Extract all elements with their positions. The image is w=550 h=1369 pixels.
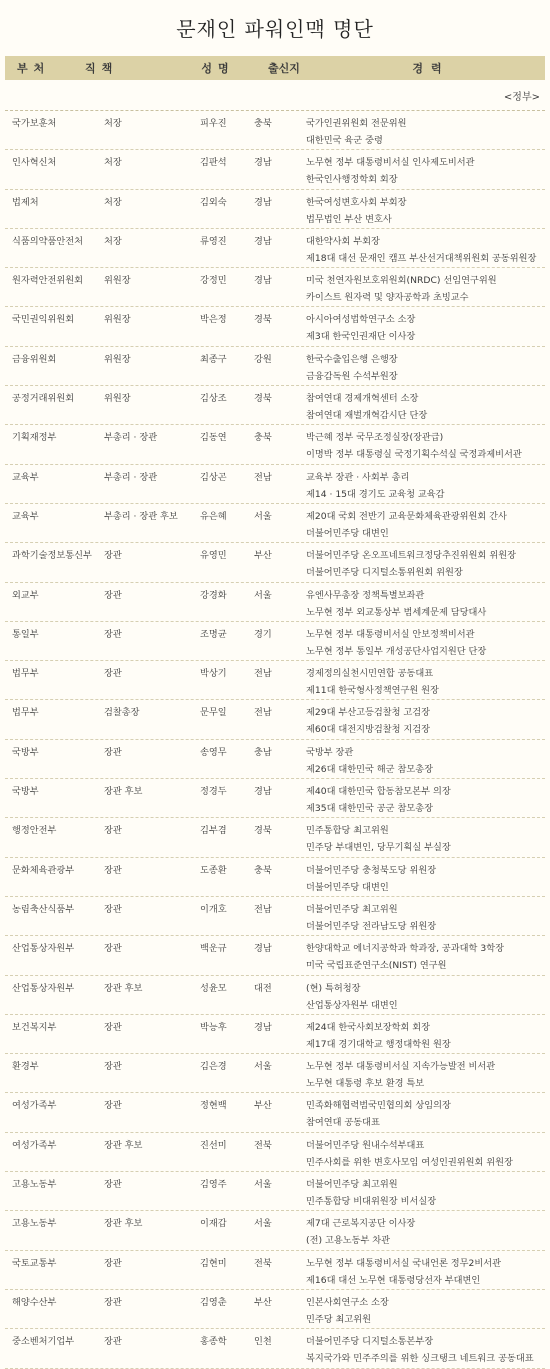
career-line: 제14 · 15대 경기도 교육청 교육감 [306, 488, 445, 500]
role-cell: 위원장 [104, 314, 131, 326]
name-cell: 이재갑 [200, 1218, 227, 1230]
name-cell: 김영춘 [200, 1296, 227, 1308]
role-cell: 장관 [104, 943, 122, 955]
career-cell [306, 307, 545, 345]
career-cell [306, 1329, 545, 1367]
career-line: 제20대 국회 전반기 교육문화체육관광위원회 간사 [306, 510, 507, 522]
career-cell [306, 1015, 545, 1053]
origin-cell: 경기 [254, 628, 272, 640]
table-row [5, 976, 545, 1015]
role-cell: 부총리 · 장관 [104, 471, 158, 483]
table-row [5, 622, 545, 661]
role-cell: 장관 후보 [104, 1218, 143, 1230]
name-cell: 조명균 [200, 628, 227, 640]
name-cell: 송영무 [200, 746, 227, 758]
dept-cell: 법무부 [12, 668, 39, 680]
dept-cell: 외교부 [12, 589, 39, 601]
role-cell: 장관 [104, 746, 122, 758]
name-cell: 김상조 [200, 393, 227, 405]
origin-cell: 경남 [254, 943, 272, 955]
career-line: 미국 천연자원보호위원회(NRDC) 선임연구위원 [306, 275, 497, 287]
career-cell [306, 661, 545, 699]
career-line: 한국인사행정학회 회장 [306, 174, 398, 186]
career-line: 제35대 대한민국 공군 참모총장 [306, 803, 433, 815]
role-cell: 위원장 [104, 275, 131, 287]
career-line: 제29대 부산고등검찰청 고검장 [306, 707, 431, 719]
career-line: 인본사회연구소 소장 [306, 1296, 389, 1308]
dept-cell: 여성가족부 [12, 1100, 57, 1112]
role-cell: 부총리 · 장관 [104, 432, 158, 444]
career-line: 참여연대 경제개혁센터 소장 [306, 393, 419, 405]
origin-cell: 전남 [254, 903, 272, 915]
career-line: 노무현 정부 대통령비서실 인사제도비서관 [306, 157, 475, 169]
role-cell: 장관 후보 [104, 982, 143, 994]
career-line: 더불어민주당 디지털소통위원회 위원장 [306, 567, 463, 579]
dept-cell: 식품의약품안전처 [12, 235, 84, 247]
dept-cell: 통일부 [12, 628, 39, 640]
origin-cell: 전남 [254, 471, 272, 483]
table-row [5, 150, 545, 189]
origin-cell: 전남 [254, 668, 272, 680]
origin-cell: 부산 [254, 1296, 272, 1308]
career-line: 민주사회를 위한 변호사모임 여성인권위원회 위원장 [306, 1156, 513, 1168]
origin-cell: 부산 [254, 550, 272, 562]
name-cell: 유은혜 [200, 510, 227, 522]
dept-cell: 국토교통부 [12, 1257, 57, 1269]
career-line: 제60대 대전지방검찰청 지검장 [306, 724, 431, 736]
header-name: 성명 [201, 62, 235, 75]
origin-cell: 경남 [254, 275, 272, 287]
career-cell [306, 465, 545, 503]
name-cell: 김영주 [200, 1179, 227, 1191]
career-cell [306, 818, 545, 856]
dept-cell: 공정거래위원회 [12, 393, 75, 405]
table-row [5, 936, 545, 975]
career-cell [306, 936, 545, 974]
name-cell: 홍종학 [200, 1336, 227, 1348]
origin-cell: 전북 [254, 1139, 272, 1151]
origin-cell: 대전 [254, 982, 272, 994]
dept-cell: 원자력안전위원회 [12, 275, 84, 287]
role-cell: 부총리 · 장관 후보 [104, 510, 178, 522]
table-row [5, 1093, 545, 1132]
career-line: 노무현 정부 대통령비서실 안보정책비서관 [306, 628, 475, 640]
role-cell: 장관 [104, 668, 122, 680]
career-line: 제18대 대선 문재인 캠프 부산선거대책위원회 공동위원장 [306, 252, 537, 264]
table-row [5, 1054, 545, 1093]
career-line: 한국여성변호사회 부회장 [306, 196, 407, 208]
career-cell [306, 1290, 545, 1328]
origin-cell: 충북 [254, 864, 272, 876]
name-cell: 성윤모 [200, 982, 227, 994]
role-cell: 장관 [104, 1100, 122, 1112]
origin-cell: 충북 [254, 118, 272, 129]
name-cell: 도종환 [200, 864, 227, 876]
career-line: 미국 국립표준연구소(NIST) 연구원 [306, 960, 447, 972]
role-cell: 장관 [104, 1179, 122, 1191]
career-cell [306, 504, 545, 542]
career-line: 민주당 부대변인, 당무기획실 부실장 [306, 842, 451, 854]
career-line: 더불어민주당 디지털소통본부장 [306, 1336, 434, 1348]
name-cell: 이개호 [200, 903, 227, 915]
table-row [5, 1329, 545, 1368]
table-row [5, 1133, 545, 1172]
name-cell: 최종구 [200, 353, 227, 365]
origin-cell: 경남 [254, 196, 272, 208]
career-line: 박근혜 정부 국무조정실장(장관급) [306, 432, 444, 444]
career-cell [306, 779, 545, 817]
origin-cell: 충북 [254, 432, 272, 444]
dept-cell: 인사혁신처 [12, 157, 57, 169]
origin-cell: 서울 [254, 1179, 272, 1191]
header-dept: 부처 [17, 62, 51, 75]
career-line: 민족화해협력범국민협의회 상임의장 [306, 1100, 451, 1112]
career-line: 더불어민주당 원내수석부대표 [306, 1139, 425, 1151]
career-cell [306, 1172, 545, 1210]
career-cell [306, 229, 545, 267]
career-line: 더불어민주당 대변인 [306, 881, 389, 893]
origin-cell: 전남 [254, 707, 272, 719]
name-cell: 정경두 [200, 786, 227, 798]
name-cell: 김동연 [200, 432, 227, 444]
career-cell [306, 1054, 545, 1092]
career-line: 카이스트 원자력 및 양자공학과 초빙교수 [306, 292, 469, 304]
name-cell: 김현미 [200, 1257, 227, 1269]
career-line: 유엔사무총장 정책특별보좌관 [306, 589, 425, 601]
role-cell: 장관 [104, 628, 122, 640]
dept-cell: 행정안전부 [12, 825, 57, 837]
table-row [5, 1290, 545, 1329]
table-row [5, 1015, 545, 1054]
role-cell: 위원장 [104, 393, 131, 405]
name-cell: 강정민 [200, 275, 227, 287]
table-row [5, 425, 545, 464]
career-line: 한양대학교 에너지공학과 학과장, 공과대학 3학장 [306, 943, 504, 955]
role-cell: 장관 [104, 825, 122, 837]
career-line: (전) 고용노동부 차관 [306, 1235, 391, 1247]
table-row [5, 858, 545, 897]
name-cell: 김부겸 [200, 825, 227, 837]
dept-cell: 고용노동부 [12, 1218, 57, 1230]
career-line: 경제정의실천시민연합 공동대표 [306, 668, 434, 680]
name-cell: 피우진 [200, 118, 227, 129]
career-cell [306, 700, 545, 738]
table-row [5, 1211, 545, 1250]
origin-cell: 경북 [254, 825, 272, 837]
role-cell: 장관 후보 [104, 786, 143, 798]
section-label: <정부> [503, 92, 540, 103]
career-line: 더불어민주당 전라남도당 위원장 [306, 920, 437, 932]
career-line: 제11대 한국형사정책연구원 원장 [306, 685, 439, 697]
career-line: 제24대 한국사회보장학회 회장 [306, 1021, 431, 1033]
career-line: 더불어민주당 최고위원 [306, 903, 398, 915]
name-cell: 김판석 [200, 157, 227, 169]
career-cell [306, 897, 545, 935]
career-line: 법무법인 부산 변호사 [306, 213, 392, 225]
name-cell: 박능후 [200, 1021, 227, 1033]
role-cell: 장관 [104, 864, 122, 876]
role-cell: 장관 [104, 1296, 122, 1308]
table-row [5, 307, 545, 346]
career-line: 더불어민주당 충청북도당 위원장 [306, 864, 437, 876]
page-title: 문재인 파워인맥 명단 [176, 17, 374, 41]
origin-cell: 인천 [254, 1336, 272, 1348]
name-cell: 백운규 [200, 943, 227, 955]
career-cell [306, 1133, 545, 1171]
dept-cell: 기획재정부 [12, 432, 57, 444]
role-cell: 장관 [104, 903, 122, 915]
career-line: 노무현 정부 통일부 개성공단사업지원단 단장 [306, 645, 487, 657]
origin-cell: 서울 [254, 1061, 272, 1073]
origin-cell: 경북 [254, 393, 272, 405]
career-line: 금융감독원 수석부원장 [306, 370, 398, 382]
career-cell [306, 1211, 545, 1249]
table-row [5, 583, 545, 622]
career-line: 아시아여성법학연구소 소장 [306, 314, 416, 326]
career-cell [306, 1093, 545, 1131]
career-line: 더불어민주당 온오프네트워크정당추진위원회 위원장 [306, 550, 516, 562]
name-cell: 김상곤 [200, 471, 227, 483]
dept-cell: 과학기술정보통신부 [12, 550, 92, 562]
career-line: 참여연대 공동대표 [306, 1117, 380, 1129]
role-cell: 장관 후보 [104, 1139, 143, 1151]
dept-cell: 농림축산식품부 [12, 903, 75, 915]
career-line: 더불어민주당 최고위원 [306, 1179, 398, 1191]
table-row [5, 661, 545, 700]
name-cell: 진선미 [200, 1139, 227, 1151]
origin-cell: 경남 [254, 157, 272, 169]
career-line: 노무현 정부 외교통상부 범세계문제 담당대사 [306, 606, 487, 618]
dept-cell: 문화체육관광부 [12, 864, 75, 876]
dept-cell: 교육부 [12, 510, 39, 522]
career-line: 민주당 최고위원 [306, 1313, 372, 1325]
table-row [5, 543, 545, 582]
header-role: 직책 [85, 62, 119, 75]
dept-cell: 산업통상자원부 [12, 982, 75, 994]
origin-cell: 경남 [254, 235, 272, 247]
career-cell [306, 583, 545, 621]
dept-cell: 환경부 [12, 1061, 39, 1073]
career-cell [306, 386, 545, 424]
career-line: (현) 특허청장 [306, 982, 361, 994]
career-cell [306, 543, 545, 581]
name-cell: 박은정 [200, 314, 227, 326]
career-line: 국방부 장관 [306, 746, 354, 758]
dept-cell: 해양수산부 [12, 1296, 57, 1308]
table-row [5, 465, 545, 504]
career-line: 국가인권위원회 전문위원 [306, 118, 407, 129]
career-line: 산업통상자원부 대변인 [306, 999, 398, 1011]
career-line: 한국수출입은행 은행장 [306, 353, 398, 365]
career-cell [306, 347, 545, 385]
role-cell: 처장 [104, 196, 122, 208]
table-row [5, 347, 545, 386]
career-line: 교육부 장관 · 사회부 총리 [306, 471, 410, 483]
table-row [5, 229, 545, 268]
career-line: 제26대 대한민국 해군 참모총장 [306, 763, 433, 775]
name-cell: 정현백 [200, 1100, 227, 1112]
dept-cell: 국가보훈처 [12, 118, 57, 129]
dept-cell: 교육부 [12, 471, 39, 483]
career-line: 대한민국 육군 중령 [306, 135, 383, 146]
table-row [5, 740, 545, 779]
table-row [5, 190, 545, 229]
career-line: 복지국가와 민주주의를 위한 싱크탱크 네트워크 공동대표 [306, 1353, 534, 1365]
table-row [5, 504, 545, 543]
career-cell [306, 622, 545, 660]
dept-cell: 금융위원회 [12, 353, 57, 365]
origin-cell: 서울 [254, 510, 272, 522]
career-line: 노무현 정부 대통령비서실 지속가능발전 비서관 [306, 1061, 496, 1073]
role-cell: 장관 [104, 1336, 122, 1348]
career-line: 민주통합당 비대위원장 비서실장 [306, 1196, 437, 1208]
origin-cell: 서울 [254, 589, 272, 601]
origin-cell: 서울 [254, 1218, 272, 1230]
dept-cell: 법제처 [12, 196, 39, 208]
career-line: 참여연대 재벌개혁감시단 단장 [306, 410, 428, 422]
dept-cell: 법무부 [12, 707, 39, 719]
origin-cell: 경남 [254, 1021, 272, 1033]
dept-cell: 여성가족부 [12, 1139, 57, 1151]
career-line: 제16대 대선 노무현 대통령당선자 부대변인 [306, 1274, 481, 1286]
career-cell [306, 150, 545, 188]
header-career: 경력 [412, 62, 450, 75]
origin-cell: 경북 [254, 314, 272, 326]
dept-cell: 산업통상자원부 [12, 943, 75, 955]
career-cell [306, 1251, 545, 1289]
header-origin: 출신지 [268, 62, 300, 75]
dept-cell: 국방부 [12, 746, 39, 758]
table-row [5, 897, 545, 936]
origin-cell: 부산 [254, 1100, 272, 1112]
career-line: 제17대 경기대학교 행정대학원 원장 [306, 1038, 451, 1050]
dept-cell: 국방부 [12, 786, 39, 798]
career-line: 노무현 대통령 후보 환경 특보 [306, 1078, 425, 1090]
origin-cell: 충남 [254, 746, 272, 758]
table-row [5, 779, 545, 818]
origin-cell: 전북 [254, 1257, 272, 1269]
career-line: 이명박 정부 대통령실 국정기획수석실 국정과제비서관 [306, 449, 522, 461]
role-cell: 검찰총장 [104, 707, 140, 719]
origin-cell: 경남 [254, 786, 272, 798]
career-cell [306, 425, 545, 463]
name-cell: 강경화 [200, 589, 227, 601]
career-line: 대한약사회 부회장 [306, 235, 380, 247]
role-cell: 장관 [104, 589, 122, 601]
career-cell [306, 190, 545, 228]
name-cell: 류영진 [200, 235, 227, 247]
table-row [5, 818, 545, 857]
career-cell [306, 740, 545, 778]
dept-cell: 중소벤처기업부 [12, 1336, 75, 1348]
dept-cell: 고용노동부 [12, 1179, 57, 1191]
career-cell [306, 111, 545, 149]
roster-table [5, 110, 545, 1369]
table-row [5, 700, 545, 739]
career-line: 더불어민주당 대변인 [306, 527, 389, 539]
career-cell [306, 268, 545, 306]
career-cell [306, 976, 545, 1014]
name-cell: 김외숙 [200, 196, 227, 208]
table-row [5, 111, 545, 150]
career-line: 제3대 한국인권재단 이사장 [306, 331, 416, 343]
role-cell: 처장 [104, 235, 122, 247]
name-cell: 박상기 [200, 668, 227, 680]
career-line: 민주통합당 최고위원 [306, 825, 389, 837]
career-line: 노무현 정부 대통령비서실 국내언론 정무2비서관 [306, 1257, 502, 1269]
role-cell: 장관 [104, 1061, 122, 1073]
career-line: 제40대 대한민국 합동참모본부 의장 [306, 786, 451, 798]
dept-cell: 국민권익위원회 [12, 314, 75, 326]
name-cell: 문무일 [200, 707, 227, 719]
role-cell: 장관 [104, 550, 122, 562]
table-header [5, 56, 545, 80]
table-row [5, 386, 545, 425]
career-line: 제7대 근로복지공단 이사장 [306, 1218, 416, 1230]
table-row [5, 1172, 545, 1211]
role-cell: 장관 [104, 1021, 122, 1033]
origin-cell: 강원 [254, 353, 272, 365]
table-row [5, 268, 545, 307]
role-cell: 처장 [104, 118, 122, 129]
name-cell: 김은경 [200, 1061, 227, 1073]
dept-cell: 보건복지부 [12, 1021, 57, 1033]
role-cell: 처장 [104, 157, 122, 169]
role-cell: 위원장 [104, 353, 131, 365]
table-row [5, 1251, 545, 1290]
name-cell: 유영민 [200, 550, 227, 562]
role-cell: 장관 [104, 1257, 122, 1269]
career-cell [306, 858, 545, 896]
